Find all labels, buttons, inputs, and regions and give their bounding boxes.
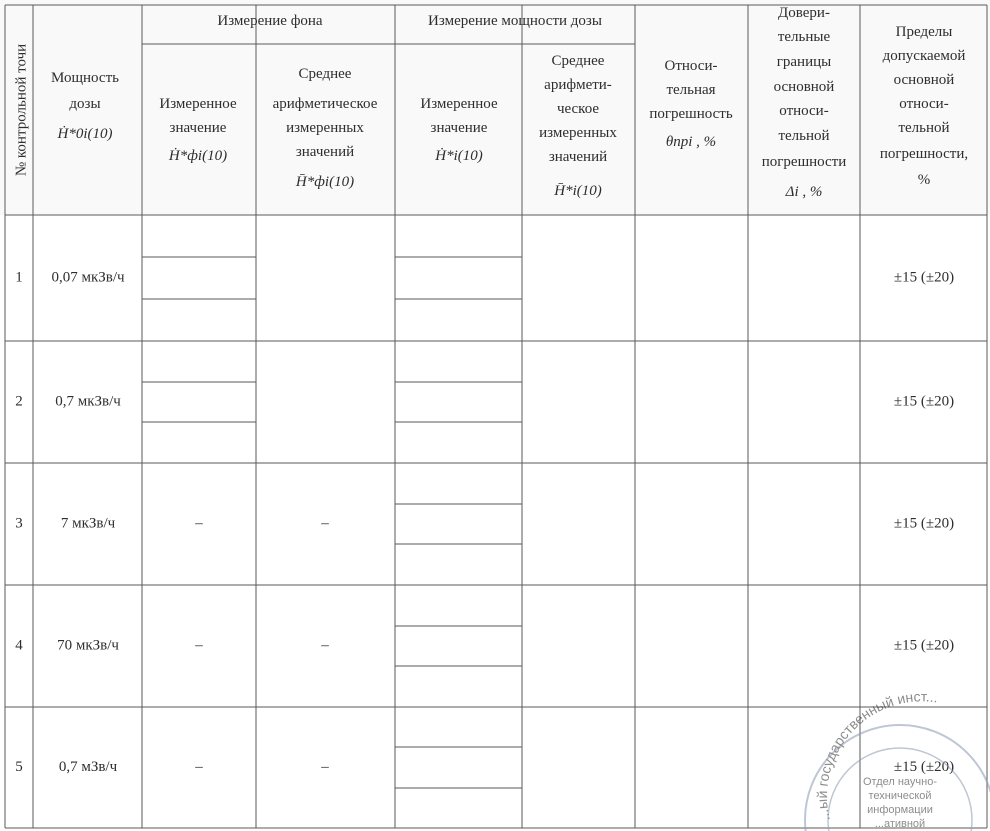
row-dose-rate: 0,7 мкЗв/ч xyxy=(55,393,121,410)
header-bg-mean-line2: арифметическое xyxy=(272,96,378,112)
header-conf-line7: погрешности xyxy=(761,154,847,170)
header-point-number: № контрольной точи xyxy=(13,43,30,177)
row-dose-rate: 0,07 мкЗв/ч xyxy=(51,269,125,286)
header-dose-mean-line2: арифмети- xyxy=(544,77,612,93)
header-dose-mean-line1: Среднее xyxy=(551,53,605,69)
row-bg-measured: – xyxy=(195,637,203,654)
header-conf-line3: границы xyxy=(776,54,832,70)
header-limits-line5: тельной xyxy=(898,120,950,136)
header-limits-line1: Пределы xyxy=(895,24,953,40)
row-number: 2 xyxy=(15,393,23,410)
header-conf-line5: относи- xyxy=(779,103,829,119)
row-number: 3 xyxy=(15,515,23,532)
row-dose-rate: 0,7 мЗв/ч xyxy=(58,758,118,775)
header-conf-line2: тельные xyxy=(777,29,831,45)
header-dose-measured-line1: Измеренное xyxy=(420,96,498,112)
header-conf-line4: основной xyxy=(773,79,835,95)
header-limits-line6: погрешности, xyxy=(879,146,969,162)
header-limits-line7: % xyxy=(917,172,931,188)
header-dose-mean-line3: ческое xyxy=(556,101,600,117)
row-bg-mean: – xyxy=(321,637,329,654)
header-relative-error-symbol: θпрi , % xyxy=(665,134,717,150)
row-limits: ±15 (±20) xyxy=(893,393,955,410)
row-number: 5 xyxy=(15,758,23,775)
row-limits: ±15 (±20) xyxy=(893,269,955,286)
header-conf-line6: тельной xyxy=(778,128,830,144)
header-limits-line2: допускаемой xyxy=(882,48,966,64)
header-dose-measured-symbol: Ḣ*i(10) xyxy=(435,148,483,164)
stamp-line2: технической xyxy=(868,790,932,802)
header-dose-measured-line2: значение xyxy=(430,120,488,136)
stamp-line3: информации xyxy=(867,804,933,816)
header-bg-measured-symbol: Ḣ*фi(10) xyxy=(168,148,228,164)
header-conf-line1: Довери- xyxy=(778,5,830,21)
row-dose-rate: 7 мкЗв/ч xyxy=(60,515,116,532)
row-bg-measured: – xyxy=(195,758,203,775)
row-limits: ±15 (±20) xyxy=(893,758,955,775)
header-limits-line4: относи- xyxy=(899,96,949,112)
header-limits-line3: основной xyxy=(893,72,955,88)
row-number: 1 xyxy=(15,269,23,286)
header-bg-mean-symbol: H̄*фi(10) xyxy=(295,174,355,190)
header-dose-mean-line5: значений xyxy=(548,149,608,165)
header-background-measurement: Измерение фона xyxy=(217,13,323,29)
header-bg-mean-line3: измеренных xyxy=(286,120,364,136)
row-bg-mean: – xyxy=(321,515,329,532)
header-dose-rate-symbol: Ḣ*0i(10) xyxy=(57,126,113,142)
header-bg-measured-line1: Измеренное xyxy=(159,96,237,112)
header-dose-mean-line4: измеренных xyxy=(539,125,617,141)
header-bg-measured-line2: значение xyxy=(169,120,227,136)
header-dose-measurement: Измерение мощности дозы xyxy=(428,13,602,29)
row-limits: ±15 (±20) xyxy=(893,515,955,532)
header-bg-measured xyxy=(159,96,237,164)
header-dose-rate-line2: дозы xyxy=(69,96,101,112)
header-bg-mean-line1: Среднее xyxy=(298,66,352,82)
row-bg-mean: – xyxy=(321,758,329,775)
row-dose-rate: 70 мкЗв/ч xyxy=(57,637,119,654)
row-limits: ±15 (±20) xyxy=(893,637,955,654)
table-body xyxy=(15,269,954,775)
stamp-ring-text: ...ый государственный инст... xyxy=(813,688,940,824)
header-dose-mean-symbol: H̄*i(10) xyxy=(554,183,602,199)
stamp-line1: Отдел научно- xyxy=(862,776,938,788)
header-relative-error-line2: тельная xyxy=(666,82,716,98)
row-number: 4 xyxy=(15,637,23,654)
header-conf-symbol: Δi , % xyxy=(785,184,823,200)
header-dose-rate-line1: Мощность xyxy=(51,70,119,86)
header-relative-error-line1: Относи- xyxy=(664,58,718,74)
row-bg-measured: – xyxy=(195,515,203,532)
header-relative-error-line3: погрешность xyxy=(649,106,733,122)
header-bg-mean-line4: значений xyxy=(295,144,355,160)
stamp-line4: ...ативной xyxy=(874,818,926,830)
